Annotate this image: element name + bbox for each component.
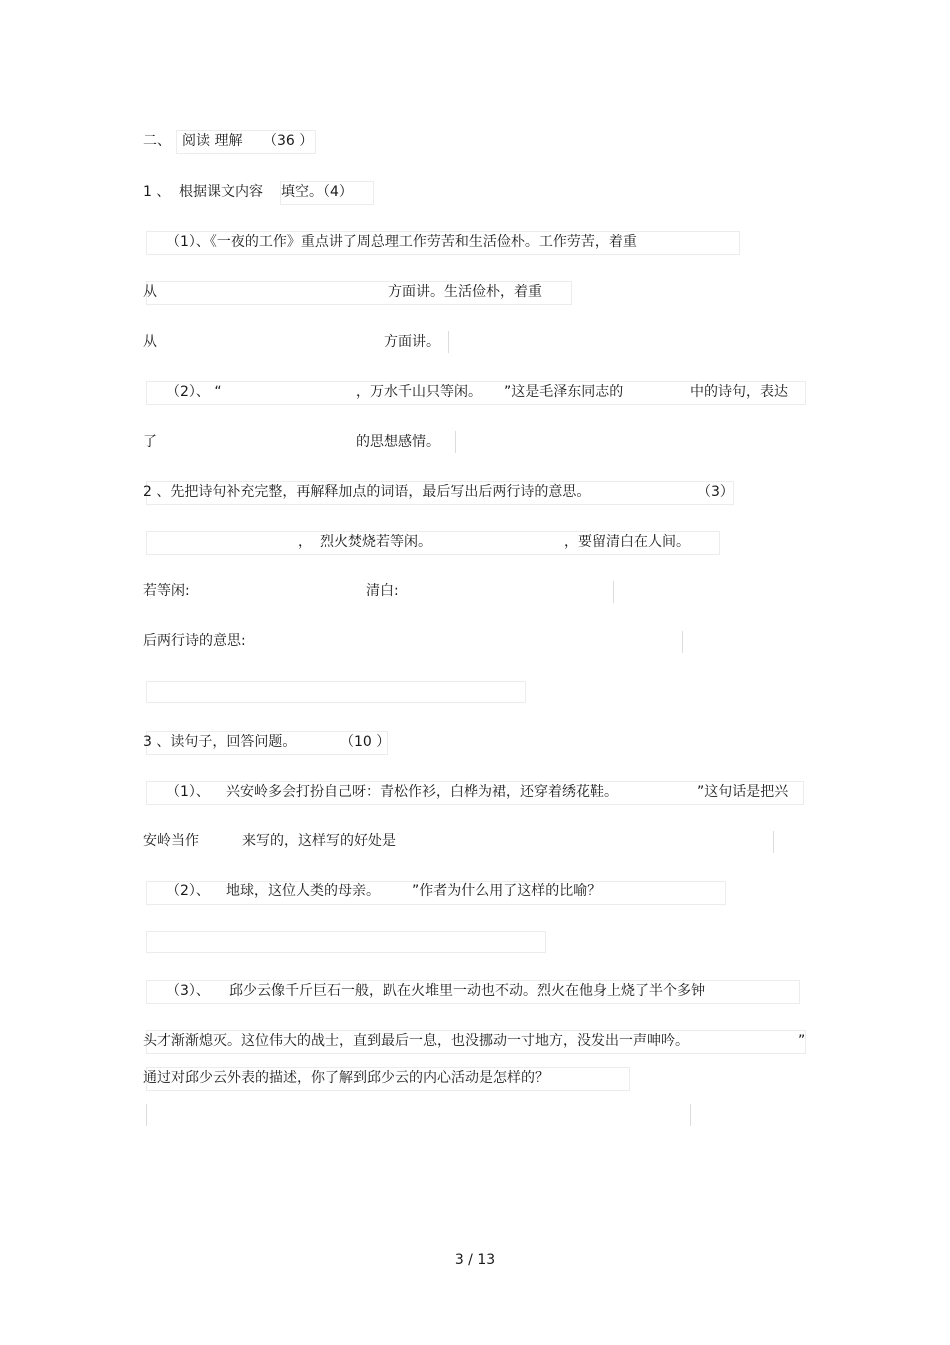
q2-title: 2 、先把诗句补充完整，再解释加点的词语，最后写出后两行诗的意思。 <box>143 484 591 500</box>
q3-part3-b: 邱少云像千斤巨石一般，趴在火堆里一动也不动。烈火在他身上烧了半个多钟 <box>229 983 705 999</box>
guide-line <box>773 831 774 853</box>
guide-line <box>613 581 614 603</box>
guide-line <box>682 631 683 653</box>
q3-part1-b: 兴安岭多会打扮自己呀：青松作衫，白桦为裙，还穿着绣花鞋。 <box>226 784 618 800</box>
q3-part1-a: （1）、 <box>166 784 210 800</box>
section-title: 阅读 理解 <box>182 133 243 149</box>
q1-part1-line2-a: 从 <box>143 284 157 300</box>
q3-part2-b: 地球，这位人类的母亲。 <box>226 883 380 899</box>
q3-part3-line2-end: ” <box>798 1033 806 1049</box>
q1-part2-b: ，万水千山只等闲。 <box>356 384 482 400</box>
q3-score: （10 ） <box>340 734 391 750</box>
q2-poem-a: ， <box>298 534 312 550</box>
q2-score: （3） <box>697 484 734 500</box>
answer-box <box>146 681 526 703</box>
q2-meaning-label: 后两行诗的意思: <box>143 633 246 649</box>
q2-word1-label: 若等闲: <box>143 583 190 599</box>
q3-part1-line2-b: 来写的，这样写的好处是 <box>242 833 396 849</box>
q1-title: 根据课文内容 <box>179 184 263 200</box>
q2-poem-c: ，要留清白在人间。 <box>564 534 690 550</box>
section-score: （36 ） <box>263 133 314 149</box>
q3-title: 3 、读句子，回答问题。 <box>143 734 297 750</box>
q2-poem-b: 烈火焚烧若等闲。 <box>320 534 432 550</box>
q1-part1-line3-b: 方面讲。 <box>384 334 440 350</box>
q1-part2-d: 中的诗句，表达 <box>690 384 788 400</box>
q1-part1-line2-b: 方面讲。生活俭朴，着重 <box>388 284 542 300</box>
q1-title-cont: 填空。（4） <box>281 184 353 200</box>
q1-part2-line2-b: 的思想感情。 <box>356 434 440 450</box>
q3-part2-c: ”作者为什么用了这样的比喻？ <box>412 883 602 899</box>
page-number: 3 / 13 <box>454 1252 496 1268</box>
answer-box <box>146 931 546 953</box>
guide-line <box>690 1104 691 1126</box>
guide-line <box>455 431 456 453</box>
q1-part1-line3-a: 从 <box>143 334 157 350</box>
section-label: 二、 <box>143 133 171 149</box>
q2-word2-label: 清白: <box>366 583 399 599</box>
q3-part3-a: （3）、 <box>166 983 210 999</box>
guide-line <box>448 331 449 353</box>
q1-part2-a: （2）、 “ <box>166 384 222 400</box>
q3-part1-c: ”这句话是把兴 <box>697 784 789 800</box>
q1-part2-line2-a: 了 <box>143 434 157 450</box>
q3-part3-line3: 通过对邱少云外表的描述，你了解到邱少云的内心活动是怎样的？ <box>143 1070 549 1086</box>
q3-part1-line2-a: 安岭当作 <box>143 833 199 849</box>
q3-part2-a: （2）、 <box>166 883 210 899</box>
q3-part3-line2: 头才渐渐熄灭。这位伟大的战士，直到最后一息，也没挪动一寸地方，没发出一声呻吟。 <box>143 1033 689 1049</box>
q1-number: 1 、 <box>143 184 171 200</box>
q1-part2-c: ”这是毛泽东同志的 <box>504 384 624 400</box>
guide-line <box>146 1104 147 1126</box>
q1-part1-line1: （1）、《一夜的工作》重点讲了周总理工作劳苦和生活俭朴。工作劳苦，着重 <box>166 234 637 250</box>
